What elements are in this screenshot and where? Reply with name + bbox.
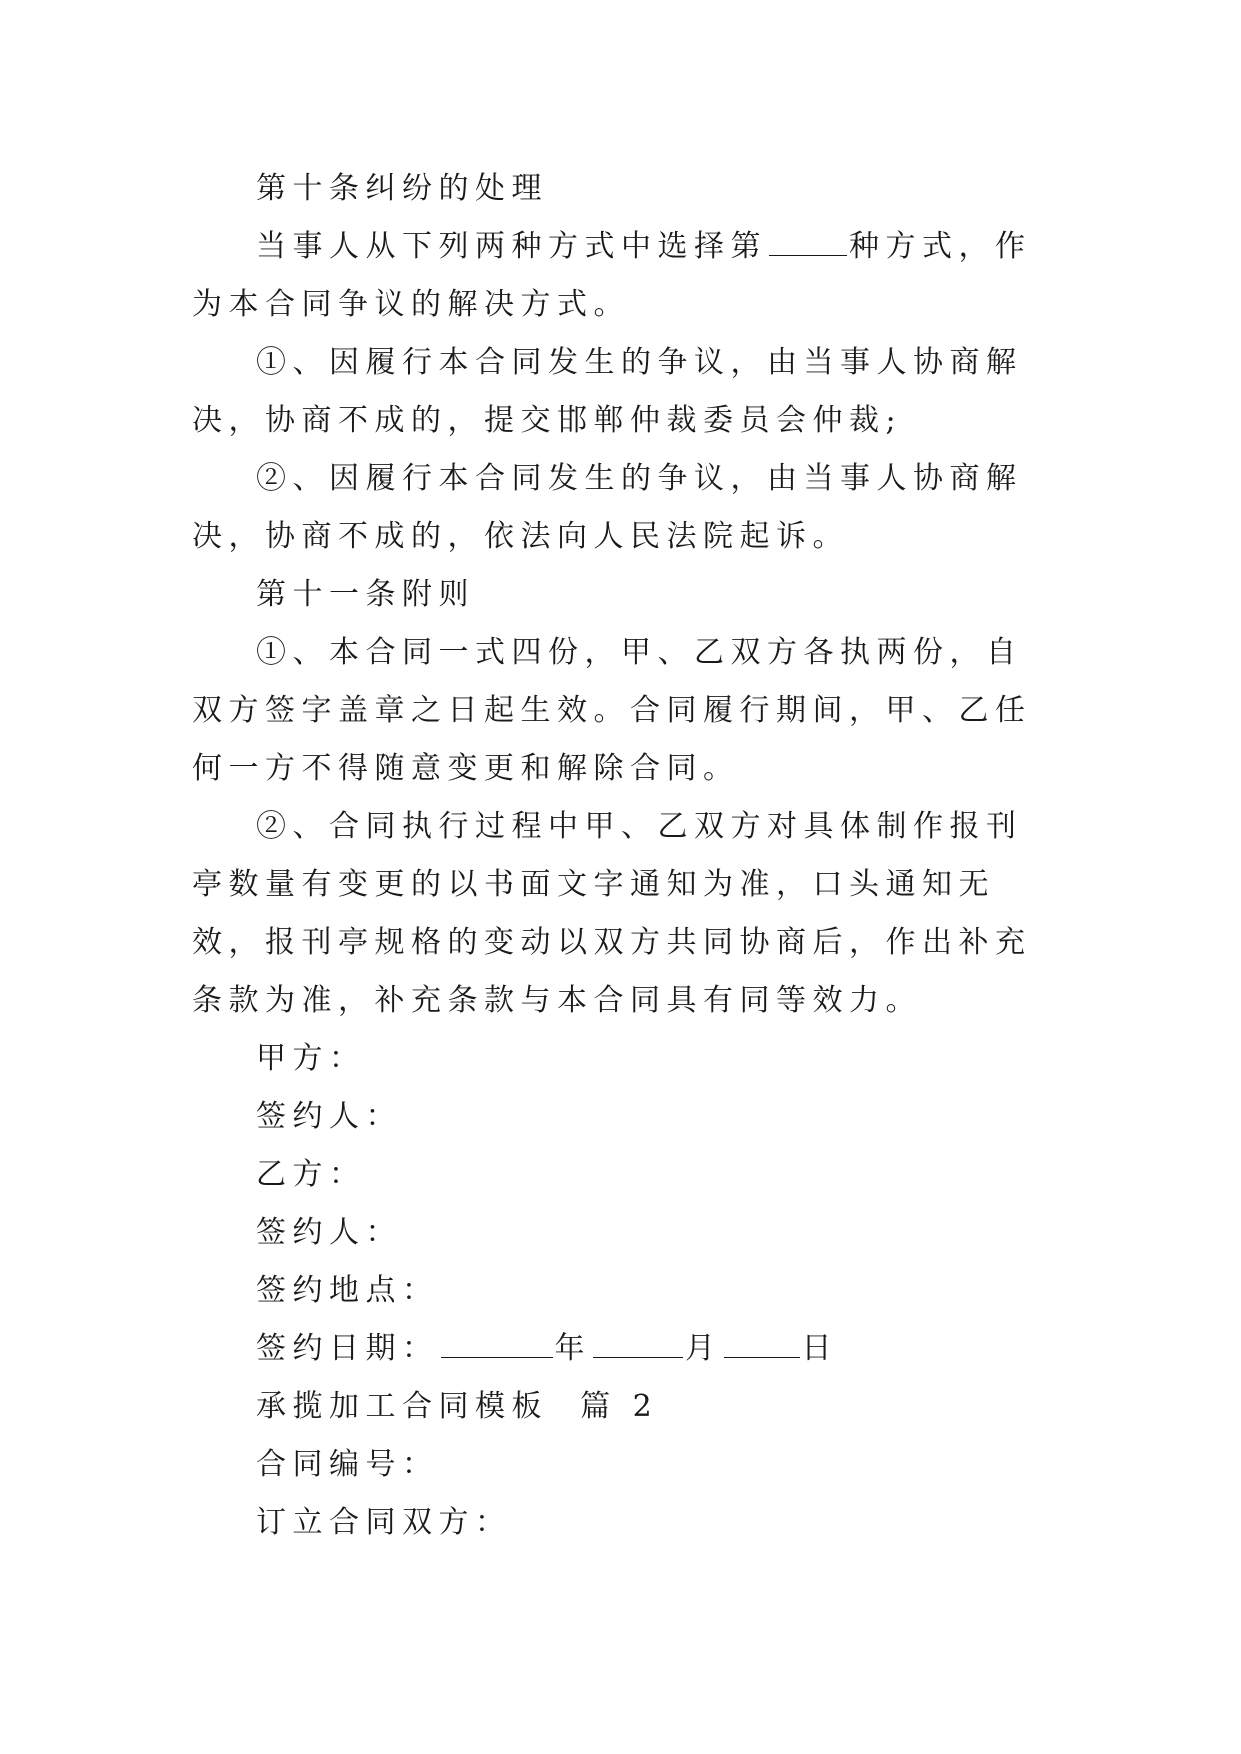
signer-a-label: 签约人：: [256, 1099, 402, 1134]
sign-place-label: 签约地点：: [256, 1273, 439, 1308]
sign-date-line: [192, 1320, 1052, 1378]
party-a-label: 甲方：: [256, 1041, 366, 1076]
signer-b-label: 签约人：: [256, 1215, 402, 1250]
article-10-option-2: ②、因履行本合同发生的争议，由当事人协商解决，协商不成的，依法向人民法院起诉。: [192, 461, 1023, 554]
article-11-clause-1: ①、本合同一式四份，甲、乙双方各执两份，自双方签字盖章之日起生效。合同履行期间，甲、乙任何一方不得随意变更和解除合同。: [192, 635, 1032, 786]
article-10-option-1: ①、因履行本合同发生的争议，由当事人协商解决，协商不成的，提交邯郸仲裁委员会仲裁;: [192, 345, 1023, 438]
article-10-text-before-blank: 当事人从下列两种方式中选择第: [256, 229, 767, 264]
day-blank: [724, 1327, 800, 1358]
template-2-title: 承揽加工合同模板 篇 2: [256, 1389, 659, 1424]
contract-number-label: 合同编号：: [256, 1447, 439, 1482]
contracting-parties-label: 订立合同双方：: [256, 1505, 512, 1540]
party-b-label: 乙方：: [256, 1157, 366, 1192]
day-label: 日: [801, 1331, 838, 1366]
article-10-title: 第十条纠纷的处理: [256, 171, 548, 206]
month-label: 月: [685, 1331, 722, 1366]
article-11-clause-2: ②、合同执行过程中甲、乙双方对具体制作报刊亭数量有变更的以书面文字通知为准，口头通知无效，报刊亭规格的变动以双方共同协商后，作出补充条款为准，补充条款与本合同具有同等效力。: [192, 809, 1032, 1018]
year-label: 年: [554, 1331, 591, 1366]
choice-blank: [769, 225, 847, 256]
article-10-text-after-blank: 种方式，作为本合同争议的解决方式。: [192, 229, 1032, 322]
article-11-title: 第十一条附则: [256, 577, 475, 612]
document-body: [192, 160, 1052, 1552]
sign-date-label: 签约日期：: [256, 1331, 439, 1366]
month-blank: [593, 1327, 683, 1358]
year-blank: [441, 1327, 553, 1358]
article-10-paragraph: [192, 218, 1052, 334]
